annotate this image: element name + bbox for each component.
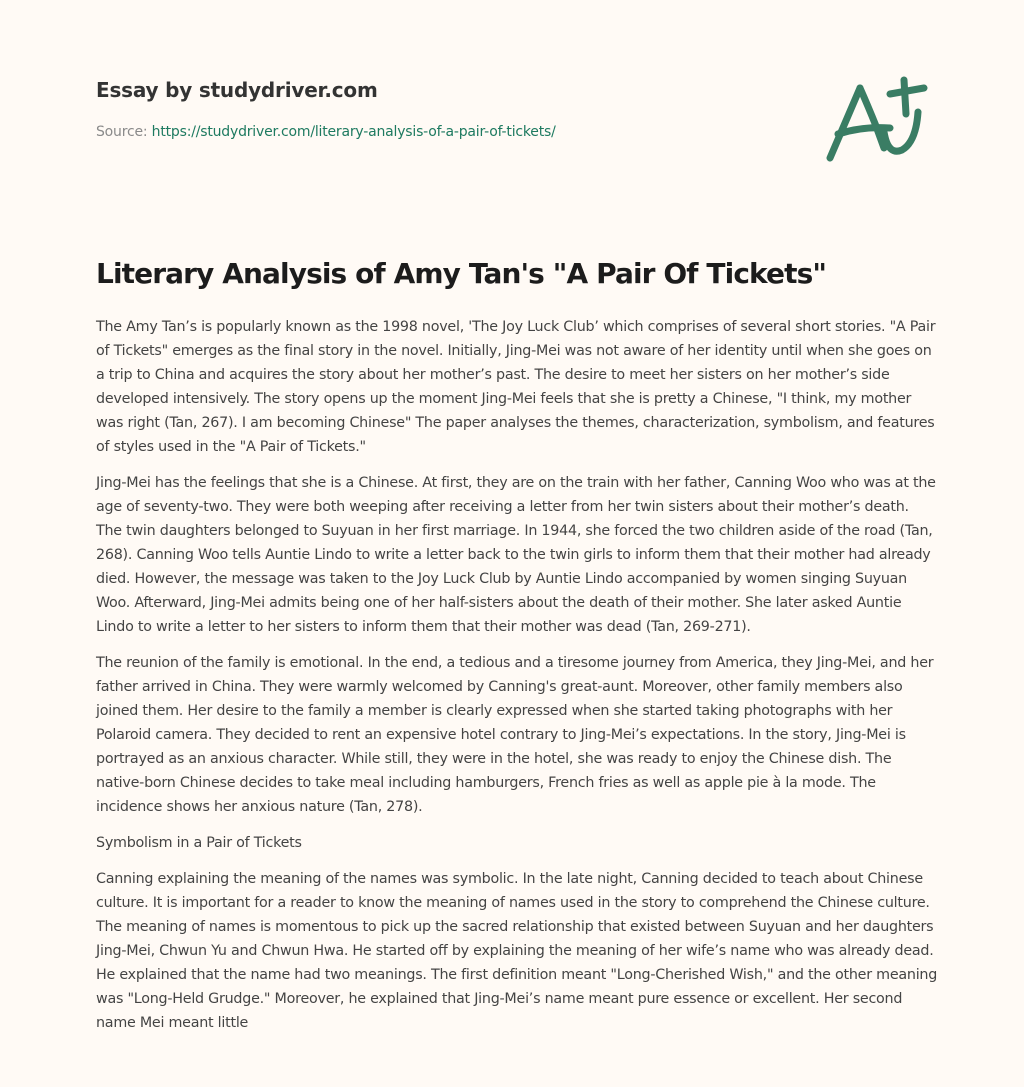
site-title: Essay by studydriver.com [96, 78, 378, 102]
essay-header [96, 76, 796, 142]
paragraph-train: Jing-Mei has the feelings that she is a Chinese. At first, they are on the train with her father, Canning Woo who was at the age of seventy-two. They were both weeping after receiving a letter from her twin sisters about their mother’s death. The twin daughters belonged to Suyuan in her first marriage. In 1944, she forced the two children aside of the road (Tan, 268). Canning Woo tells Auntie Lindo to write a letter back to the twin girls to inform them that their mother had already died. However, the message was taken to the Joy Luck Club by Auntie Lindo accompanied by women singing Suyuan Woo. Afterward, Jing-Mei admits being one of her half-sisters about the death of their mother. She later asked Auntie Lindo to write a letter to her sisters to inform them that their mother was dead (Tan, 269-271). [96, 475, 936, 635]
article-body [96, 315, 938, 1047]
a-plus-grade-icon [818, 66, 934, 170]
section-subheading: Symbolism in a Pair of Tickets [96, 835, 302, 851]
paragraph-reunion: The reunion of the family is emotional. In the end, a tedious and a tiresome journey from America, they Jing-Mei, and her father arrived in China. They were warmly welcomed by Canning's great-aunt. Moreover, other family members also joined them. Her desire to the family a member is clearly expressed when she started taking photographs with her Polaroid camera. They decided to rent an expensive hotel contrary to Jing-Mei’s expectations. In the story, Jing-Mei is portrayed as an anxious character. While still, they were in the hotel, she was ready to enjoy the Chinese dish. The native-born Chinese decides to take meal including hamburgers, French fries as well as apple pie à la mode. The incidence shows her anxious nature (Tan, 278). [96, 655, 934, 815]
source-line [96, 122, 796, 142]
source-label: Source: [96, 124, 152, 140]
paragraph-symbolism: Canning explaining the meaning of the names was symbolic. In the late night, Canning decided to teach about Chinese culture. It is important for a reader to know the meaning of names used in the story to comprehend the Chinese culture. The meaning of names is momentous to pick up the sacred relationship that existed between Suyuan and her daughters Jing-Mei, Chwun Yu and Chwun Hwa. He started off by explaining the meaning of her wife’s name who was already dead. He explained that the name had two meanings. The first definition meant "Long-Cherished Wish," and the other meaning was "Long-Held Grudge." Moreover, he explained that Jing-Mei’s name meant pure essence or excellent. Her second name Mei meant little [96, 871, 938, 1031]
source-link[interactable]: https://studydriver.com/literary-analysis-of-a-pair-of-tickets/ [151, 124, 556, 140]
paragraph-intro: The Amy Tan’s is popularly known as the 1998 novel, 'The Joy Luck Club’ which comprises of several short stories. "A Pair of Tickets" emerges as the final story in the novel. Initially, Jing-Mei was not aware of her identity until when she goes on a trip to China and acquires the story about her mother’s past. The desire to meet her sisters on her mother’s side developed intensively. The story opens up the moment Jing-Mei feels that she is pretty a Chinese, "I think, my mother was right (Tan, 267). I am becoming Chinese" The paper analyses the themes, characterization, symbolism, and features of styles used in the "A Pair of Tickets." [96, 319, 936, 455]
article-title: Literary Analysis of Amy Tan's "A Pair Of Tickets" [96, 257, 827, 290]
